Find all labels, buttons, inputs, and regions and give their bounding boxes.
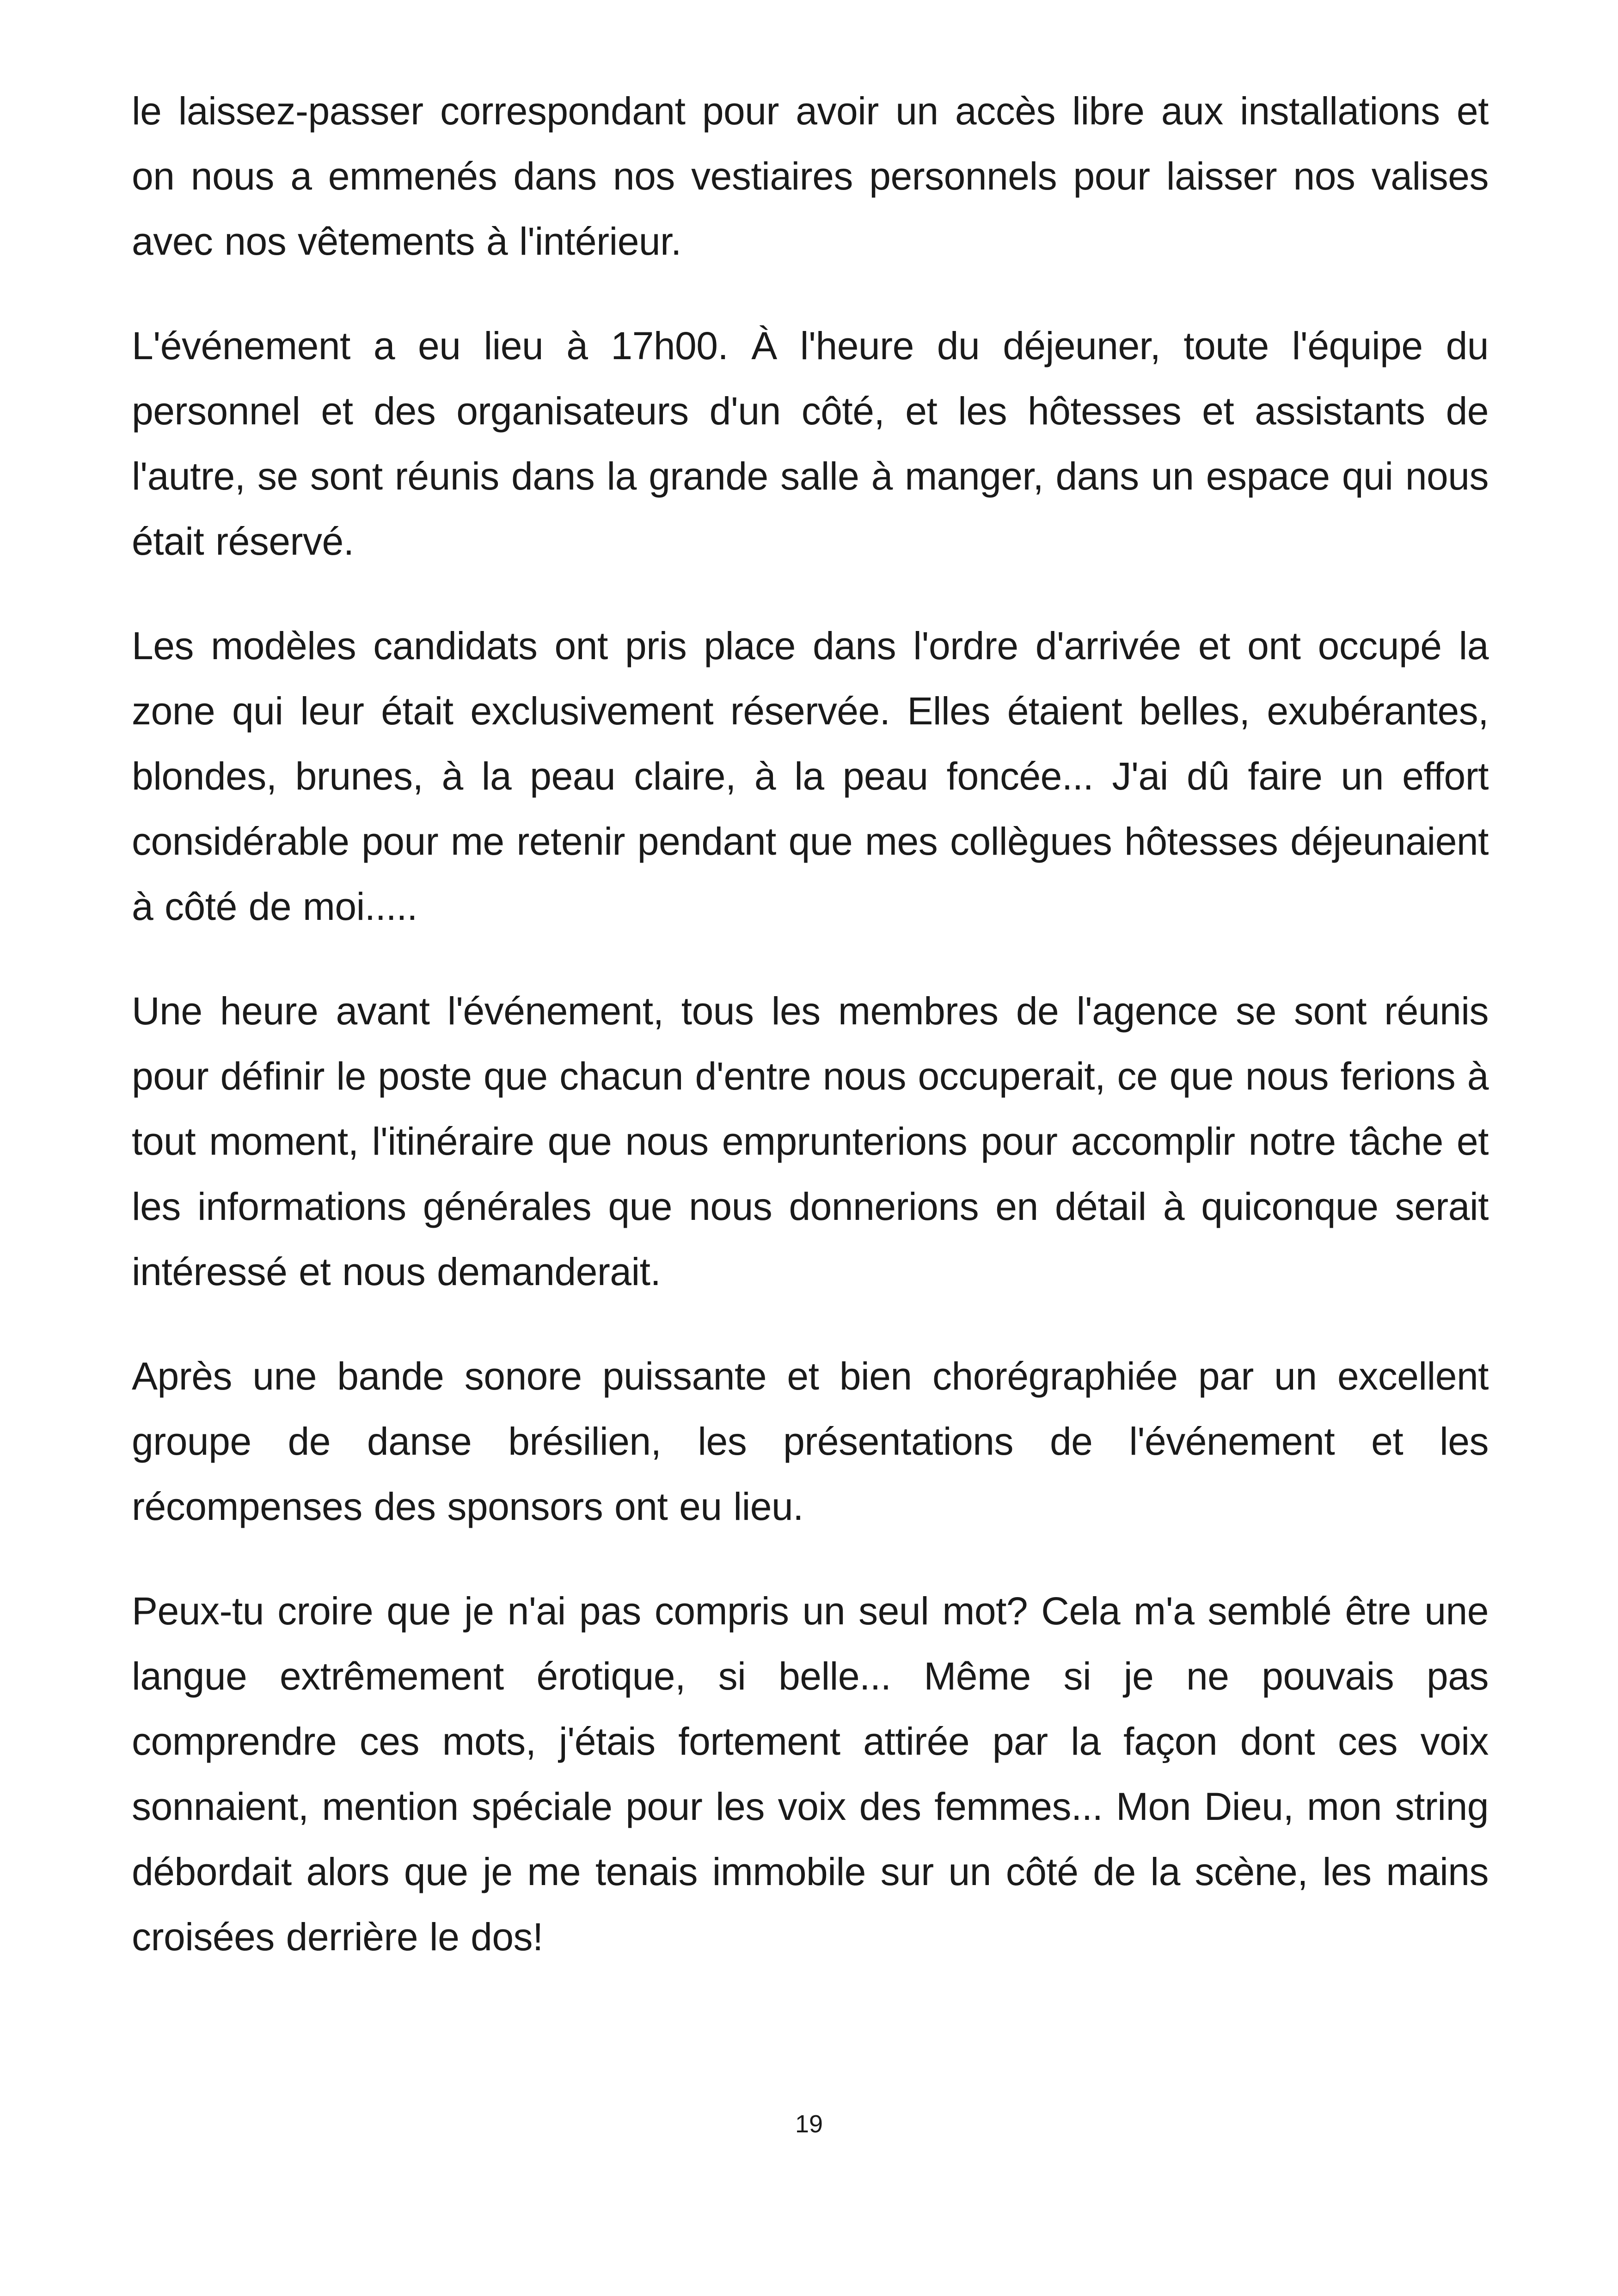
paragraph: Peux-tu croire que je n'ai pas compris un seul mot? Cela m'a semblé être une langue extrêmement érotique, si belle... Même si je ne pouvais pas comprendre ces mots, j'étais fortement attirée par la façon dont ces voix sonnaient, mention spéciale pour les voix des femmes... Mon Dieu, mon string débordait alors que je me tenais immobile sur un côté de la scène, les mains croisées derrière le dos! [132, 1589, 1489, 1959]
paragraph: Les modèles candidats ont pris place dans l'ordre d'arrivée et ont occupé la zone qui leur était exclusivement réservée. Elles étaient belles, exubérantes, blondes, brunes, à la peau claire, à la peau foncée... J'ai dû faire un effort considérable pour me retenir pendant que mes collègues hôtesses déjeunaient à côté de moi..... [132, 624, 1489, 928]
page-number: 19 [795, 2110, 823, 2138]
paragraph: le laissez-passer correspondant pour avoir un accès libre aux installations et on nous a emmenés dans nos vestiaires personnels pour laisser nos valises avec nos vêtements à l'intérieur. [132, 89, 1489, 263]
paragraph: Une heure avant l'événement, tous les membres de l'agence se sont réunis pour définir le poste que chacun d'entre nous occuperait, ce que nous ferions à tout moment, l'itinéraire que nous emprunterions pour accomplir notre tâche et les informations générales que nous donnerions en détail à quiconque serait intéressé et nous demanderait. [132, 989, 1489, 1293]
paragraph: Après une bande sonore puissante et bien chorégraphiée par un excellent groupe de danse brésilien, les présentations de l'événement et les récompenses des sponsors ont eu lieu. [132, 1354, 1489, 1528]
paragraph: L'événement a eu lieu à 17h00. À l'heure du déjeuner, toute l'équipe du personnel et des organisateurs d'un côté, et les hôtesses et assistants de l'autre, se sont réunis dans la grande salle à manger, dans un espace qui nous était réservé. [132, 324, 1489, 563]
body-text [132, 79, 1489, 1970]
